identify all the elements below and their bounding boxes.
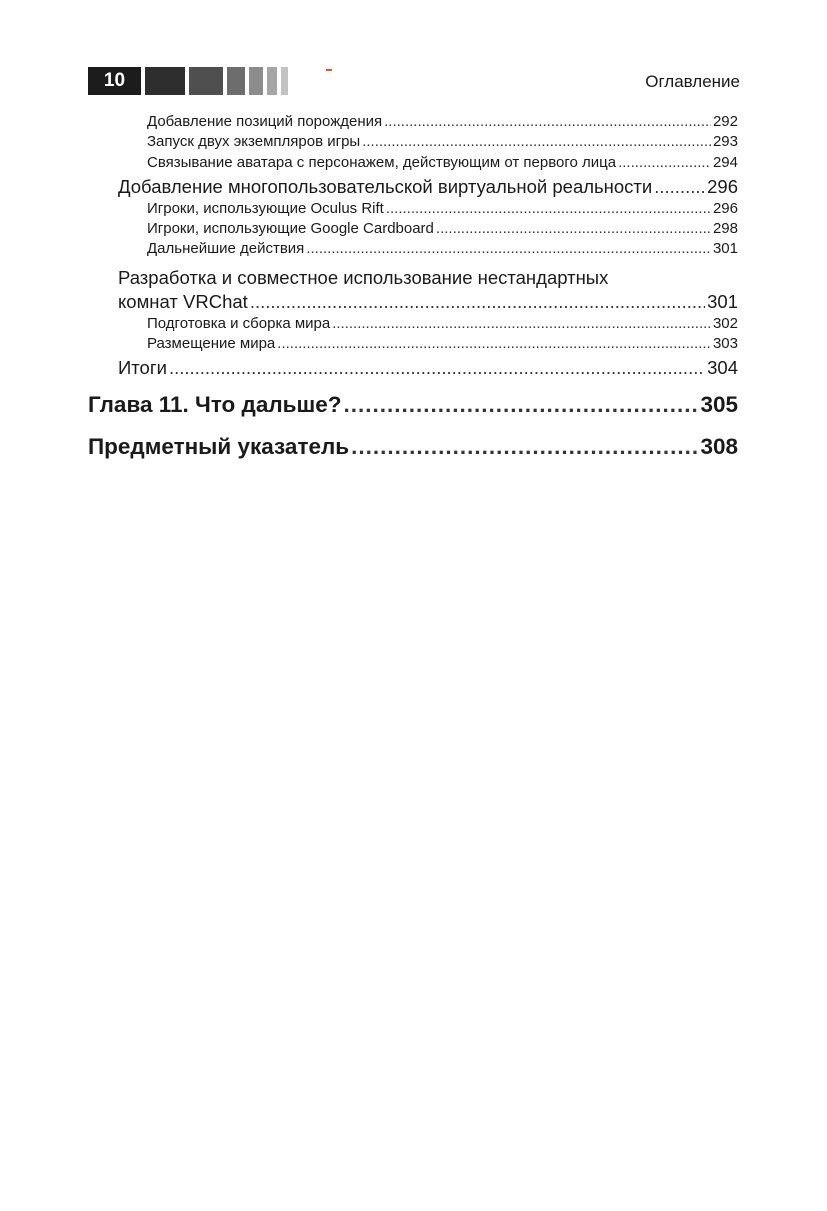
toc-entry-title: Итоги	[118, 357, 167, 379]
toc-leader-dots	[384, 112, 711, 132]
page-number: 10	[88, 67, 141, 95]
toc-entry-page: 296	[707, 175, 738, 197]
toc-entry[interactable]	[147, 314, 738, 334]
toc-entry[interactable]	[147, 132, 738, 152]
toc-entry[interactable]	[147, 112, 738, 132]
toc-entry-title: комнат VRChat	[118, 290, 248, 312]
toc-entry-page: 301	[707, 290, 738, 312]
toc-entry[interactable]	[147, 334, 738, 354]
toc-entry-title: Предметный указатель	[88, 434, 350, 460]
toc-entry-page: 292	[712, 113, 738, 130]
toc-entry-page: 305	[700, 392, 738, 418]
toc-entry-page: 304	[707, 357, 738, 379]
toc-entry-title: Запуск двух экземпляров игры	[147, 133, 361, 151]
toc-entry-page: 302	[712, 314, 738, 332]
toc-leader-dots	[344, 390, 699, 420]
toc-entry-title: Подготовка и сборка мира	[147, 314, 331, 332]
table-of-contents	[88, 112, 738, 462]
toc-entry[interactable]	[147, 239, 738, 259]
toc-leader-dots	[332, 314, 711, 334]
header-gradient-block	[267, 67, 277, 95]
toc-section-entry[interactable]	[118, 175, 738, 199]
toc-leader-dots	[654, 175, 705, 199]
toc-entry-title: Связывание аватара с персонажем, действующим от первого лица	[147, 153, 617, 171]
toc-entry-page: 308	[700, 434, 738, 460]
page-header	[88, 67, 740, 95]
header-gradient-block	[145, 67, 185, 95]
toc-leader-dots	[277, 334, 711, 354]
toc-entry-page: 296	[712, 199, 738, 217]
header-gradient-block	[249, 67, 263, 95]
toc-entry[interactable]	[147, 219, 738, 239]
toc-entry-title: Игроки, использующие Oculus Rift	[147, 199, 384, 217]
toc-section-entry[interactable]	[118, 356, 738, 380]
toc-entry-title: Размещение мира	[147, 335, 276, 353]
toc-leader-dots	[362, 132, 711, 152]
running-title: Оглавление	[645, 72, 740, 91]
toc-entry-title: Дальнейшие действия	[147, 240, 305, 258]
toc-leader-dots	[169, 356, 705, 380]
toc-entry-page: 301	[712, 240, 738, 258]
toc-entry-title: Игроки, использующие Google Cardboard	[147, 220, 434, 238]
toc-leader-dots	[386, 199, 711, 219]
toc-chapter-entry[interactable]	[88, 390, 738, 420]
toc-section-entry[interactable]	[88, 266, 738, 314]
header-gradient-block	[189, 67, 223, 95]
toc-entry-title: Глава 11. Что дальше?	[88, 392, 342, 418]
toc-entry-page: 298	[712, 220, 738, 238]
toc-entry-title: Добавление позиций порождения	[147, 113, 383, 130]
decorative-mark	[326, 69, 332, 71]
toc-leader-dots	[351, 432, 698, 462]
header-gradient-block	[227, 67, 245, 95]
toc-entry-page: 293	[712, 133, 738, 151]
toc-entry-title-line: Разработка и совместное использование нестандартных	[118, 266, 609, 288]
toc-leader-dots	[618, 153, 711, 173]
toc-entry-page: 303	[712, 335, 738, 353]
toc-leader-dots	[436, 219, 711, 239]
toc-chapter-entry[interactable]	[88, 432, 738, 462]
toc-entry-continuation	[118, 290, 738, 314]
toc-entry-page: 294	[712, 153, 738, 171]
toc-leader-dots	[306, 239, 711, 259]
toc-leader-dots	[250, 290, 705, 314]
toc-entry[interactable]	[147, 199, 738, 219]
toc-entry-title: Добавление многопользовательской виртуальной реальности	[118, 175, 653, 197]
toc-entry[interactable]	[147, 153, 738, 173]
header-gradient-block	[281, 67, 288, 95]
